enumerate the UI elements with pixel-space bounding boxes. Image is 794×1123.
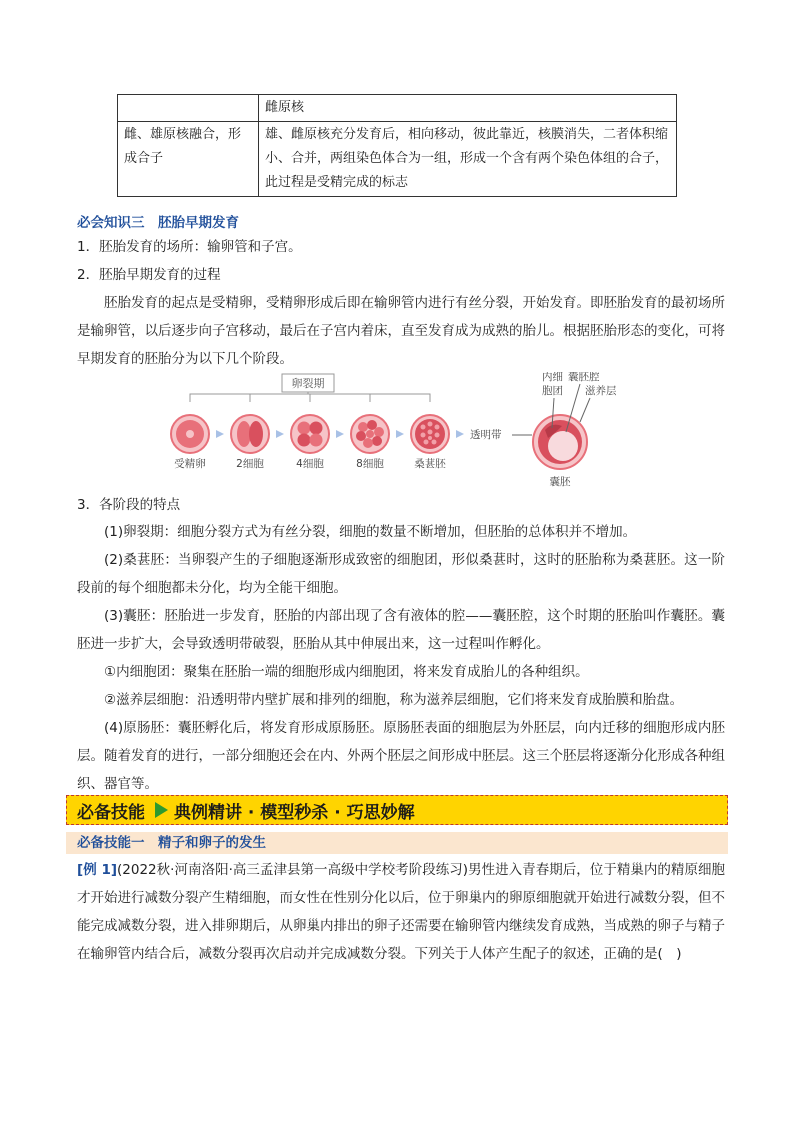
skill-heading: 必备技能一 精子和卵子的发生	[66, 832, 728, 854]
arrow-icon	[396, 430, 404, 438]
example-tag: [例 1]	[77, 862, 118, 878]
play-arrow-icon	[155, 802, 168, 818]
paragraph: ①内细胞团：聚集在胚胎一端的细胞形成内细胞团，将来发育成胎儿的各种组织。	[104, 664, 589, 680]
table-cell: 雄、雌原核充分发育后，相向移动，彼此靠近，核膜消失，二者体积缩小、合并，两组染色体合为一组，形成一个含有两个染色体组的合子，此过程是受精完成的标志	[259, 122, 677, 197]
stage-label: 受精卵	[174, 458, 206, 470]
table-cell: 雌原核	[259, 95, 677, 122]
paragraph: (3)囊胚：胚胎进一步发育，胚胎的内部出现了含有液体的腔——囊胚腔，这个时期的胚胎叫作囊胚。囊胚进一步扩大，会导致透明带破裂，胚胎从其中伸展出来，这一过程叫作孵化。	[77, 608, 725, 652]
paragraph: 胚胎发育的起点是受精卵，受精卵形成后即在输卵管内进行有丝分裂，开始发育。即胚胎发育的最初场所是输卵管，以后逐步向子宫移动，最后在子宫内着床，直至发育成为成熟的胎儿。根据胚胎形态的变化，可将早期发育的胚胎分为以下几个阶段。	[77, 295, 725, 367]
trophoblast-pointer	[580, 398, 590, 422]
paragraph: (2)桑葚胚：当卵裂产生的子细胞逐渐形成致密的细胞团，形似桑葚时，这时的胚胎称为桑葚胚。这一阶段前的每个细胞都未分化，均为全能干细胞。	[77, 552, 725, 596]
blastocyst	[533, 415, 587, 469]
eight-cell-embryo	[351, 415, 389, 453]
blastocoel-label: 囊胚腔	[568, 372, 600, 383]
table-row	[118, 122, 677, 197]
table-row	[118, 95, 677, 122]
table-cell	[118, 95, 259, 122]
fertilization-table	[117, 94, 677, 197]
arrow-icon	[216, 430, 224, 438]
four-cell-embryo	[291, 415, 329, 453]
list-item: 3．各阶段的特点	[77, 497, 181, 513]
stage-label: 2细胞	[236, 458, 264, 470]
example-text: (2022秋·河南洛阳·高三孟津县第一高级中学校考阶段练习)男性进入青春期后，位于精巢内的精原细胞才开始进行减数分裂产生精细胞，而女性在性别分化以后，位于卵巢内的卵原细胞就开始进行减数分裂，但不能完成减数分裂，进入排卵期后，从卵巢内排出的卵子还需要在输卵管内继续发育成熟，当成熟的卵子与精子在输卵管内结合后，减数分裂再次启动并完成减数分裂。下列关于人体产生配子的叙述，正确的是( )	[77, 862, 725, 962]
section-heading: 必会知识三 胚胎早期发育	[77, 215, 239, 231]
paragraph: (1)卵裂期：细胞分裂方式为有丝分裂，细胞的数量不断增加，但胚胎的总体积并不增加。	[104, 524, 637, 540]
table-cell: 雌、雄原核融合，形成合子	[118, 122, 259, 197]
paragraph: (4)原肠胚：囊胚孵化后，将发育形成原肠胚。原肠胚表面的细胞层为外胚层，向内迁移的细胞形成内胚层。随着发育的进行，一部分细胞还会在内、外两个胚层之间形成中胚层。这三个胚层将逐渐分化形成各种组织、器官等。	[77, 720, 725, 792]
icm-label-line2: 胞团	[542, 385, 563, 397]
stage-label: 桑葚胚	[414, 458, 446, 470]
example-question	[77, 856, 725, 968]
paragraph: ②滋养层细胞：沿透明带内壁扩展和排列的细胞，称为滋养层细胞，它们将来发育成胎膜和胎盘。	[104, 692, 684, 708]
stage-label: 8细胞	[356, 458, 384, 470]
banner-left-label: 必备技能	[77, 802, 145, 823]
icm-label-line1: 内细	[542, 372, 563, 383]
trophoblast-label: 滋养层	[585, 385, 617, 397]
skills-banner	[66, 795, 728, 825]
zygote-cell	[171, 415, 209, 453]
bracket-lines	[190, 392, 430, 402]
bracket-label: 卵裂期	[291, 377, 325, 390]
list-item: 2．胚胎早期发育的过程	[77, 267, 221, 283]
list-item: 1．胚胎发育的场所：输卵管和子宫。	[77, 239, 302, 255]
zona-label: 透明带	[470, 429, 502, 441]
embryo-development-figure	[160, 372, 640, 490]
arrow-icon	[276, 430, 284, 438]
morula	[411, 415, 449, 453]
stage-label: 囊胚	[549, 476, 571, 488]
banner-right-label: 典例精讲 · 模型秒杀 · 巧思妙解	[174, 802, 415, 823]
two-cell-embryo	[231, 415, 269, 453]
arrow-icon	[456, 430, 464, 438]
arrow-icon	[336, 430, 344, 438]
stage-label: 4细胞	[296, 458, 324, 470]
